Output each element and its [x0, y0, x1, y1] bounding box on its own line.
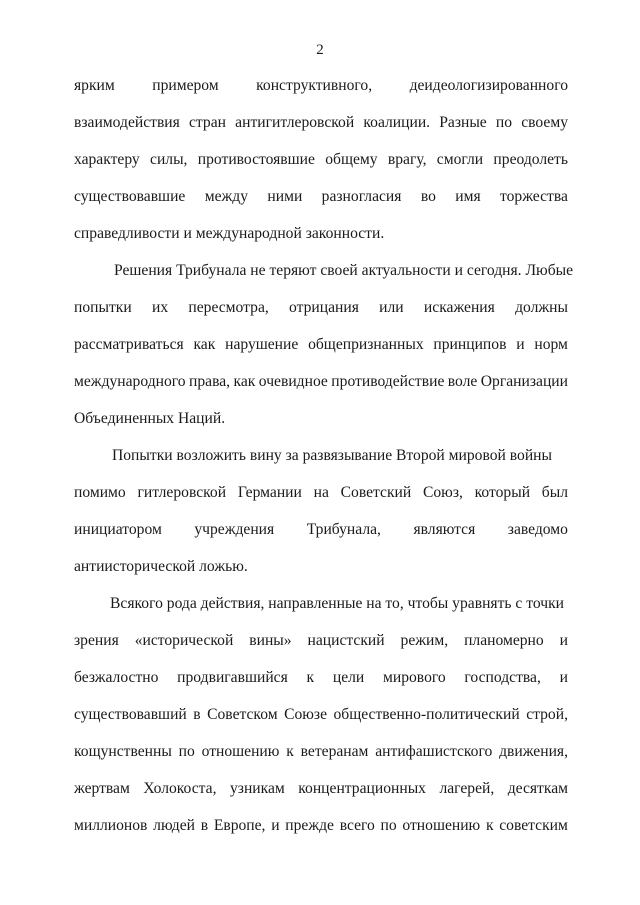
page-number: 2	[316, 42, 324, 58]
word: или	[379, 299, 404, 316]
word: господства,	[464, 669, 541, 686]
word: должны	[515, 299, 568, 316]
word: гитлеровской	[137, 484, 227, 501]
text-line: Попытки возложить вину за развязывание Второй мировой войны	[112, 447, 552, 464]
word: имя	[455, 188, 481, 205]
word: и	[559, 669, 568, 686]
word: нарушение	[225, 336, 299, 353]
word: во	[420, 188, 436, 205]
word: отношению	[402, 817, 481, 834]
word: своему	[521, 114, 568, 131]
word: помимо	[74, 484, 126, 501]
word: деидеологизированного	[409, 77, 568, 94]
word: зрения	[74, 632, 119, 649]
text-line	[74, 520, 568, 540]
word: силы,	[150, 151, 188, 168]
word: общественно-политический	[333, 706, 520, 723]
word: права,	[189, 373, 231, 390]
word: по	[380, 817, 397, 834]
word: инициатором	[74, 521, 162, 538]
word: десяткам	[507, 780, 568, 797]
word: мирового	[383, 669, 446, 686]
paragraph	[74, 594, 568, 836]
text-line	[74, 298, 568, 318]
text-line: Решения Трибунала не теряют своей актуальности и сегодня. Любые	[114, 262, 574, 279]
text-line	[74, 335, 568, 355]
word: по	[495, 114, 513, 131]
word: ветеранам	[300, 743, 369, 760]
word: конструктивного,	[256, 77, 373, 94]
word: Организации	[480, 373, 568, 390]
text-line	[74, 816, 568, 836]
word: концентрационных	[298, 780, 426, 797]
word: противостоявшие	[197, 151, 315, 168]
word: их	[151, 299, 169, 316]
word: как	[233, 373, 256, 390]
word: смогли	[436, 151, 484, 168]
word: лагерей,	[439, 780, 495, 797]
word: всего	[339, 817, 375, 834]
word: ярким	[74, 77, 115, 94]
word: Европе,	[213, 817, 266, 834]
text-line	[74, 668, 568, 688]
word: и	[559, 632, 568, 649]
word: узникам	[229, 780, 285, 797]
word: международного	[74, 373, 186, 390]
word: в	[193, 706, 201, 723]
paragraph	[74, 261, 574, 429]
word: на	[313, 484, 329, 501]
word: пересмотра,	[188, 299, 269, 316]
word: который	[474, 484, 531, 501]
word: являются	[413, 521, 476, 538]
text-line	[74, 705, 568, 725]
word: воле	[447, 373, 478, 390]
word: вины»	[249, 632, 292, 649]
word: отрицания	[289, 299, 359, 316]
word: существовавшие	[74, 188, 186, 205]
word: Разные	[439, 114, 487, 131]
word: учреждения	[194, 521, 275, 538]
word: кощунственны	[74, 743, 172, 760]
word: врагу,	[387, 151, 427, 168]
word: между	[204, 188, 249, 205]
word: строй,	[526, 706, 568, 723]
word: к	[286, 743, 294, 760]
word: коалиции.	[363, 114, 431, 131]
word: и	[271, 817, 280, 834]
word: Холокоста,	[143, 780, 217, 797]
text-line	[74, 372, 568, 392]
text-line: Всякого рода действия, направленные на то, чтобы уравнять с точки	[110, 595, 564, 612]
word: общему	[325, 151, 378, 168]
word: разногласия	[321, 188, 402, 205]
word: искажения	[423, 299, 495, 316]
word: отношению	[201, 743, 280, 760]
word: Германии	[237, 484, 302, 501]
word: нацистский	[307, 632, 385, 649]
text-line	[74, 631, 568, 651]
word: советским	[499, 817, 568, 834]
word: был	[541, 484, 568, 501]
word: продвигавшийся	[177, 669, 288, 686]
word: стран	[189, 114, 226, 131]
word: по	[178, 743, 195, 760]
word: и	[516, 336, 525, 353]
word: Советский	[340, 484, 412, 501]
word: в	[200, 817, 209, 834]
word: Союз,	[422, 484, 463, 501]
word: планомерно	[464, 632, 544, 649]
paragraph	[74, 76, 568, 244]
word: к	[485, 817, 494, 834]
word: торжества	[500, 188, 568, 205]
word: как	[193, 336, 216, 353]
word: антигитлеровской	[235, 114, 355, 131]
word: прежде	[285, 817, 334, 834]
text-line: Объединенных Наций.	[74, 410, 226, 427]
text-line: справедливости и международной законности.	[74, 225, 385, 242]
word: антифашистского	[375, 743, 493, 760]
word: примером	[152, 77, 219, 94]
text-line	[74, 779, 568, 799]
word: преодолеть	[493, 151, 568, 168]
word: миллионов	[74, 817, 148, 834]
word: принципов	[433, 336, 507, 353]
word: людей	[153, 817, 195, 834]
word: рассматриваться	[74, 336, 184, 353]
word: Союзе	[284, 706, 327, 723]
word: взаимодействия	[74, 114, 180, 131]
word: цели	[332, 669, 365, 686]
word: характеру	[74, 151, 140, 168]
text-line: антиисторической ложью.	[74, 558, 248, 575]
text-line	[74, 742, 568, 762]
word: существовавший	[74, 706, 187, 723]
text-line	[74, 483, 568, 503]
word: норм	[534, 336, 568, 353]
word: Советском	[207, 706, 278, 723]
word: движения,	[499, 743, 568, 760]
document-body	[74, 76, 574, 853]
text-line	[74, 187, 568, 207]
word: ними	[267, 188, 303, 205]
word: попытки	[74, 299, 132, 316]
word: к	[306, 669, 315, 686]
word: жертвам	[74, 780, 130, 797]
paragraph	[74, 446, 568, 577]
text-line	[74, 113, 568, 133]
word: заведомо	[507, 521, 568, 538]
text-line	[74, 150, 568, 170]
word: режим,	[400, 632, 449, 649]
text-line	[74, 76, 568, 96]
word: общепризнанных	[308, 336, 424, 353]
word: «исторической	[134, 632, 234, 649]
word: безжалостно	[74, 669, 159, 686]
word: Трибунала,	[306, 521, 381, 538]
word: противодействие	[331, 373, 445, 390]
word: очевидное	[258, 373, 328, 390]
